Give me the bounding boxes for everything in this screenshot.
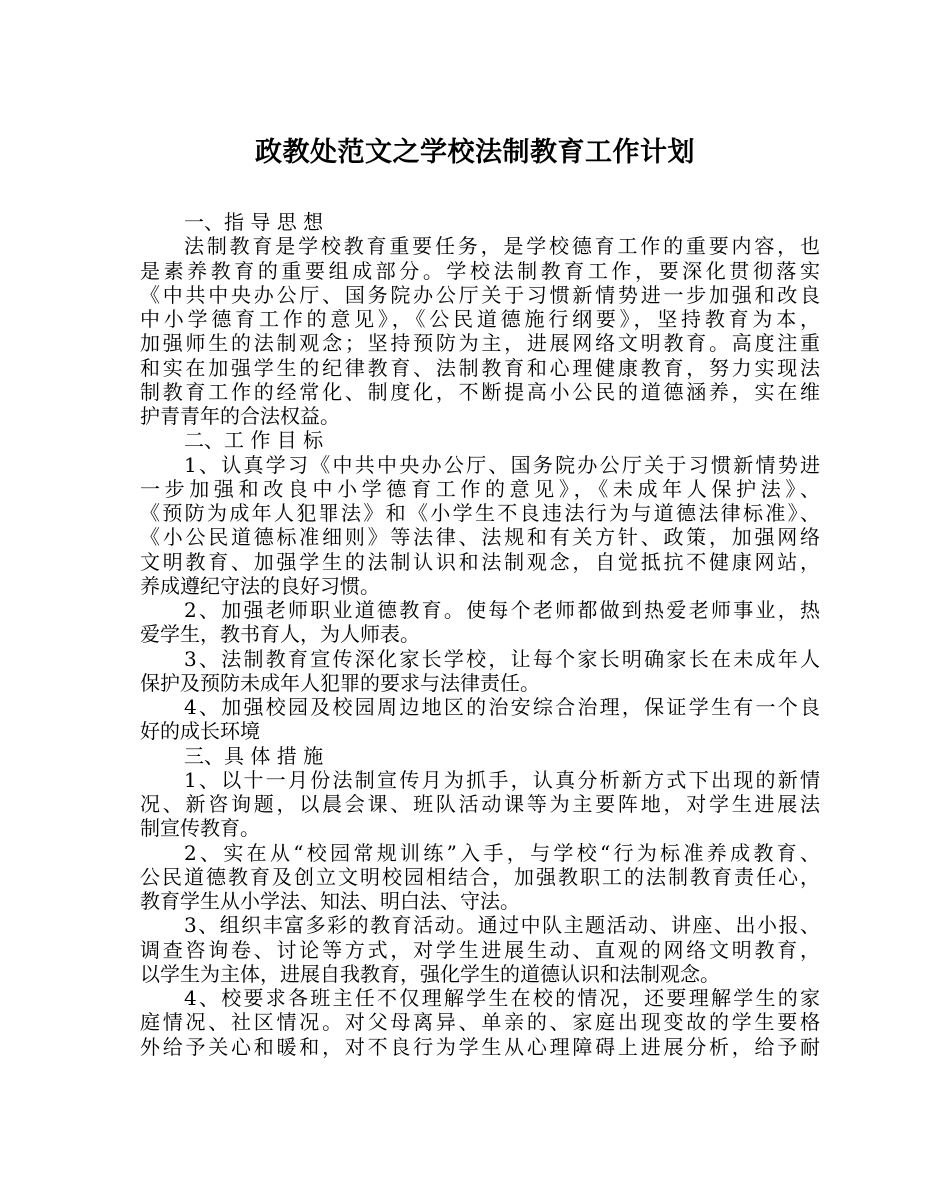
body-text-line: 法制教育是学校教育重要任务，是学校德育工作的重要内容，也 [184,234,820,259]
body-text-line: 1、认真学习《中共中央办公厅、国务院办公厅关于习惯新情势进 [184,452,820,477]
body-text-line: 况、新咨询题，以晨会课、班队活动课等为主要阵地，对学生进展法 [140,792,820,816]
body-text-line: 一步加强和改良中小学德育工作的意见》，《未成年人保护法》、 [140,476,820,501]
body-text-line: 加强师生的法制观念；坚持预防为主，进展网络文明教育。高度注重 [140,331,820,356]
document-title: 政教处范文之学校法制教育工作计划 [255,137,695,168]
body-text-line: 2、实在从“校园常规训练”入手，与学校“行为标准养成教育、 [184,840,820,865]
body-text-line: 调查咨询卷、讨论等方式，对学生进展生动、直观的网络文明教育， [140,937,820,962]
body-text-line: 庭情况、社区情况。对父母离异、单亲的、家庭出现变故的学生要格 [140,1010,820,1035]
body-text-line: 保护及预防未成年人犯罪的要求与法律责任。 [140,670,540,695]
body-text-line: 外给予关心和暖和，对不良行为学生从心理障碍上进展分析，给予耐 [140,1034,820,1059]
body-text-line: 养成遵纪守法的良好习惯。 [140,573,380,598]
body-text-line: 中小学德育工作的意见》，《公民道德施行纲要》，坚持教育为本， [140,307,820,331]
body-text-line: 3、组织丰富多彩的教育活动。通过中队主题活动、讲座、出小报、 [184,913,820,938]
body-text-line: 文明教育、加强学生的法制认识和法制观念，自觉抵抗不健康网站， [140,549,820,574]
body-text-line: 以学生为主体，进展自我教育，强化学生的道德认识和法制观念。 [140,961,720,986]
body-text-line: 2、加强老师职业道德教育。使每个老师都做到热爱老师事业，热 [184,598,820,622]
body-text-line: 和实在加强学生的纪律教育、法制教育和心理健康教育，努力实现法 [140,355,820,380]
body-text-line: 4、校要求各班主任不仅理解学生在校的情况，还要理解学生的家 [184,986,820,1010]
body-text-line: 公民道德教育及创立文明校园相结合，加强教职工的法制教育责任心， [140,864,820,889]
body-text-line: 3、法制教育宣传深化家长学校，让每个家长明确家长在未成年人 [184,646,820,671]
body-text-line: 是素养教育的重要组成部分。学校法制教育工作，要深化贯彻落实 [140,258,820,283]
body-text-line: 制教育工作的经常化、制度化，不断提高小公民的道德涵养，实在维 [140,379,820,404]
section-heading: 三、具 体 措 施 [184,743,324,768]
section-heading: 二、工 作 目 标 [184,428,324,453]
body-text-line: 1、以十一月份法制宣传月为抓手，认真分析新方式下出现的新情 [184,767,820,792]
document-body [140,210,820,1059]
body-text-line: 好的成长环境 [140,719,260,744]
body-text-line: 《中共中央办公厅、国务院办公厅关于习惯新情势进一步加强和改良 [140,282,820,307]
body-text-line: 《小公民道德标准细则》等法律、法规和有关方针、政策，加强网络 [140,525,820,550]
section-heading: 一、指 导 思 想 [184,210,324,234]
body-text-line: 《预防为成年人犯罪法》和《小学生不良违法行为与道德法律标准》、 [140,501,820,525]
body-text-line: 护青青年的合法权益。 [140,404,340,428]
body-text-line: 4、加强校园及校园周边地区的治安综合治理，保证学生有一个良 [184,695,820,719]
body-text-line: 爱学生，教书育人，为人师表。 [140,622,420,647]
body-text-line: 制宣传教育。 [140,816,260,841]
body-text-line: 教育学生从小学法、知法、明白法、守法。 [140,889,520,913]
